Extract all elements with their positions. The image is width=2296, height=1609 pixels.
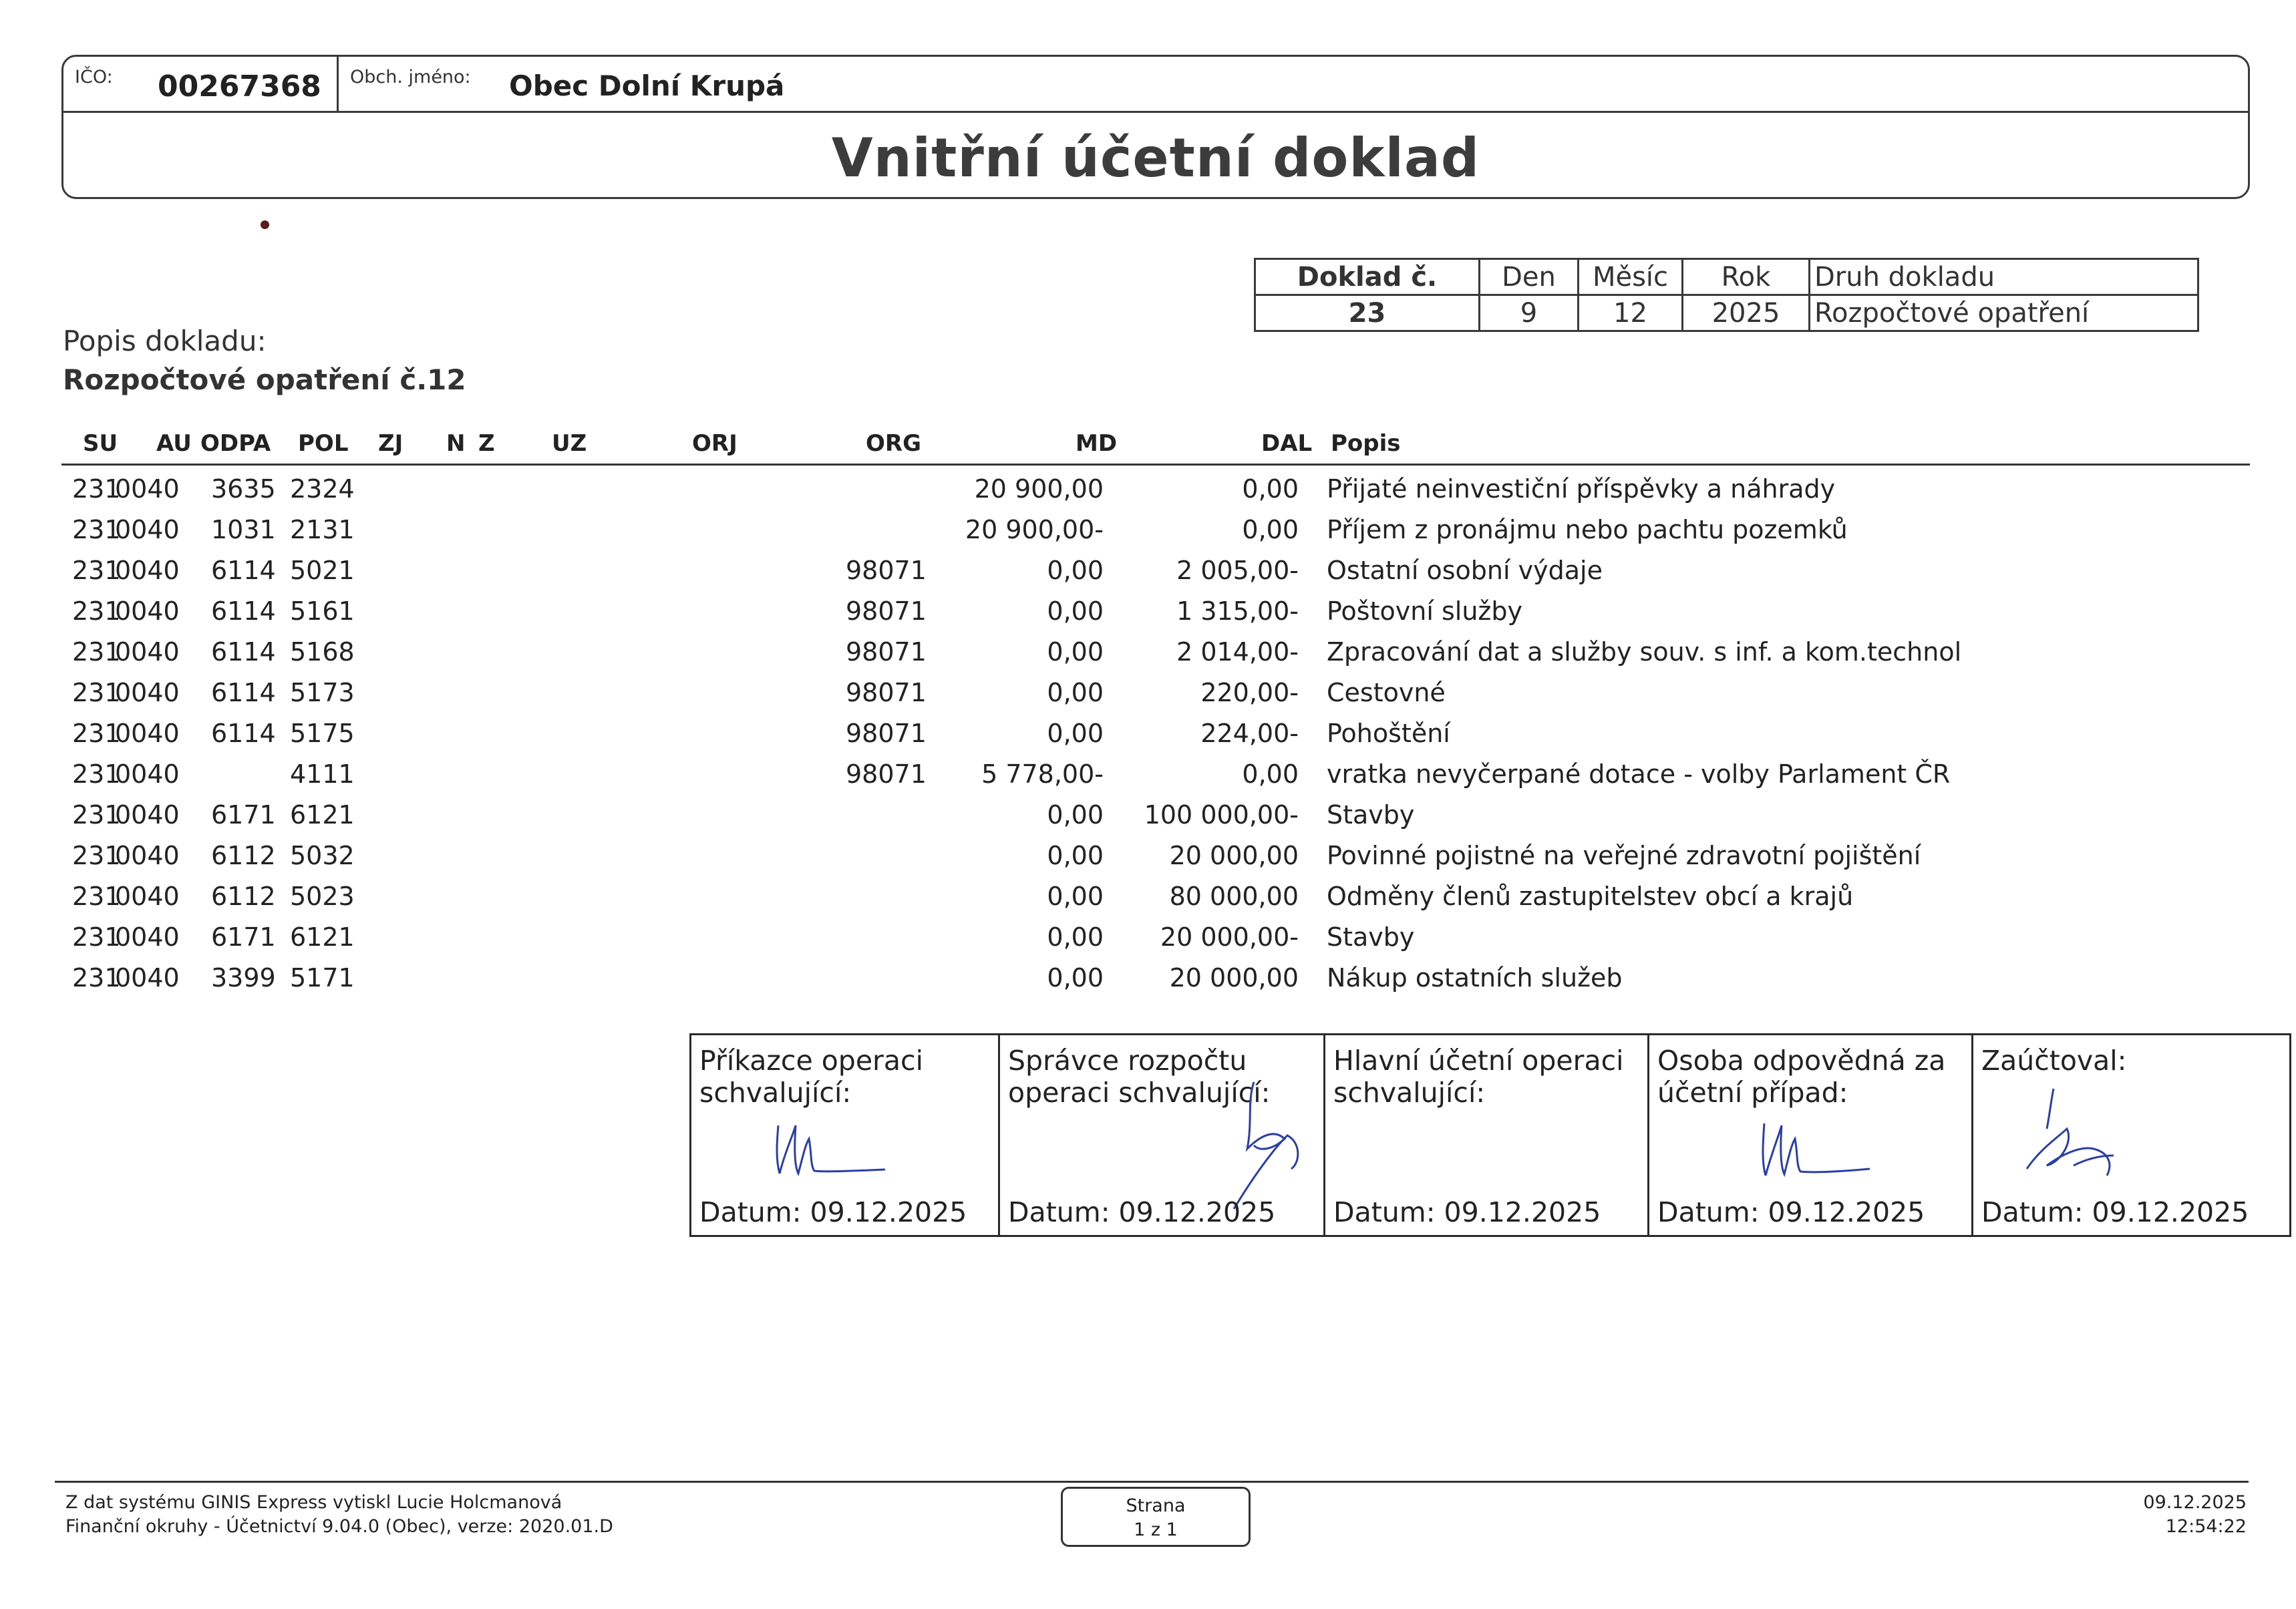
cell-odpa: 6112 (211, 882, 276, 911)
cell-su: 231 (72, 800, 121, 830)
cell-au: 0040 (115, 882, 180, 911)
cell-su: 231 (72, 922, 121, 952)
signature-role: Osoba odpovědná za účetní případ: (1657, 1045, 1946, 1109)
cell-odpa: 6114 (211, 678, 276, 707)
signature-mark (2020, 1082, 2140, 1196)
page-value: 1 z 1 (1134, 1519, 1178, 1540)
cell-pol: 2324 (290, 474, 355, 504)
table-row (0, 590, 2296, 631)
cell-popis: Povinné pojistné na veřejné zdravotní pojištění (1327, 841, 1921, 870)
description-value: Rozpočtové opatření č.12 (63, 363, 466, 396)
cell-dal: 100 000,00- (1144, 800, 1299, 830)
cell-odpa: 3399 (211, 963, 276, 993)
cell-pol: 5171 (290, 963, 355, 993)
signature-table (689, 1033, 2291, 1237)
cell-dal: 0,00 (1242, 759, 1299, 789)
signature-mark (765, 1112, 892, 1179)
cell-md: 0,00 (1047, 922, 1104, 952)
cell-su: 231 (72, 963, 121, 993)
signature-date: Datum: 09.12.2025 (699, 1196, 967, 1228)
cell-au: 0040 (115, 596, 180, 626)
cell-odpa: 6114 (211, 719, 276, 748)
table-row (0, 549, 2296, 590)
cell-md: 0,00 (1047, 637, 1104, 667)
table-row (0, 834, 2296, 875)
cell-popis: Pohoštění (1327, 719, 1450, 748)
col-header-odpa: ODPA (200, 430, 271, 457)
cell-au: 0040 (115, 719, 180, 748)
col-header-orj: ORJ (692, 430, 737, 457)
document-title: Vnitřní účetní doklad (831, 127, 1480, 189)
signature-role: Zaúčtoval: (1981, 1045, 2127, 1077)
cell-popis: Cestovné (1327, 678, 1446, 707)
col-header-popis: Popis (1331, 430, 1401, 457)
signature-cell (691, 1035, 999, 1236)
doc-type-value: Rozpočtové opatření (1810, 295, 2198, 331)
table-row (0, 468, 2296, 508)
cell-dal: 224,00- (1200, 719, 1299, 748)
table-row (0, 631, 2296, 671)
ico-label: IČO: (75, 67, 113, 87)
cell-pol: 5168 (290, 637, 355, 667)
table-row (0, 712, 2296, 753)
cell-pol: 6121 (290, 922, 355, 952)
cell-au: 0040 (115, 474, 180, 504)
cell-pol: 5173 (290, 678, 355, 707)
page-label: Strana (1126, 1495, 1186, 1516)
table-row (0, 671, 2296, 712)
signature-date: Datum: 09.12.2025 (1981, 1196, 2249, 1228)
cell-su: 231 (72, 637, 121, 667)
cell-md: 0,00 (1047, 800, 1104, 830)
month-value: 12 (1579, 295, 1683, 331)
signature-cell (1325, 1035, 1649, 1236)
cell-popis: Odměny členů zastupitelstev obcí a krajů (1327, 882, 1854, 911)
signature-role: Správce rozpočtu operaci schvalující: (1008, 1045, 1271, 1109)
header-separator (337, 55, 339, 111)
cell-md: 5 778,00- (981, 759, 1104, 789)
footer-printed-by: Z dat systému GINIS Express vytiskl Lucie Holcmanová (65, 1492, 562, 1513)
cell-au: 0040 (115, 963, 180, 993)
col-header-zj: ZJ (378, 430, 403, 457)
footer-time: 12:54:22 (2165, 1516, 2247, 1537)
cell-dal: 2 005,00- (1176, 556, 1299, 585)
cell-dal: 20 000,00 (1169, 963, 1299, 993)
col-header-uz: UZ (552, 430, 587, 457)
cell-org: 98071 (846, 556, 927, 585)
cell-su: 231 (72, 515, 121, 544)
cell-au: 0040 (115, 678, 180, 707)
cell-md: 20 900,00- (965, 515, 1104, 544)
cell-popis: Stavby (1327, 800, 1415, 830)
cell-dal: 2 014,00- (1176, 637, 1299, 667)
cell-su: 231 (72, 719, 121, 748)
cell-su: 231 (72, 759, 121, 789)
year-value: 2025 (1683, 295, 1810, 331)
signature-cell (999, 1035, 1325, 1236)
cell-dal: 0,00 (1242, 474, 1299, 504)
cell-su: 231 (72, 596, 121, 626)
ledger-rows (0, 468, 2296, 997)
col-header-md: MD (1076, 430, 1118, 457)
signature-cell (1649, 1035, 1973, 1236)
cell-odpa: 6114 (211, 556, 276, 585)
cell-pol: 5175 (290, 719, 355, 748)
cell-odpa: 3635 (211, 474, 276, 504)
signature-date: Datum: 09.12.2025 (1008, 1196, 1276, 1228)
cell-odpa: 6171 (211, 922, 276, 952)
col-header-au: AU (156, 430, 192, 457)
cell-pol: 2131 (290, 515, 355, 544)
cell-popis: Přijaté neinvestiční příspěvky a náhrady (1327, 474, 1836, 504)
cell-dal: 20 000,00 (1169, 841, 1299, 870)
cell-popis: Nákup ostatních služeb (1327, 963, 1623, 993)
col-header-z: Z (478, 430, 495, 457)
cell-popis: Ostatní osobní výdaje (1327, 556, 1603, 585)
cell-odpa: 6114 (211, 596, 276, 626)
ico-value: 00267368 (158, 69, 321, 104)
cell-org: 98071 (846, 637, 927, 667)
table-row (0, 753, 2296, 793)
cell-au: 0040 (115, 922, 180, 952)
cell-pol: 5021 (290, 556, 355, 585)
cell-dal: 220,00- (1200, 678, 1299, 707)
page-indicator (1061, 1487, 1251, 1547)
cell-odpa: 6171 (211, 800, 276, 830)
cell-dal: 0,00 (1242, 515, 1299, 544)
cell-md: 20 900,00 (974, 474, 1104, 504)
header-divider (61, 111, 2250, 113)
col-header-org: ORG (866, 430, 921, 457)
cell-odpa: 6114 (211, 637, 276, 667)
footer-date: 09.12.2025 (2143, 1492, 2247, 1513)
cell-md: 0,00 (1047, 719, 1104, 748)
cell-org: 98071 (846, 596, 927, 626)
signature-date: Datum: 09.12.2025 (1657, 1196, 1925, 1228)
cell-su: 231 (72, 556, 121, 585)
col-header-n: N (446, 430, 466, 457)
cell-au: 0040 (115, 637, 180, 667)
signature-role: Hlavní účetní operaci schvalující: (1333, 1045, 1624, 1109)
day-value: 9 (1480, 295, 1579, 331)
cell-pol: 6121 (290, 800, 355, 830)
cell-popis: Stavby (1327, 922, 1415, 952)
col-header-su: SU (83, 430, 118, 457)
cell-au: 0040 (115, 515, 180, 544)
signature-cell (1973, 1035, 2291, 1236)
cell-org: 98071 (846, 759, 927, 789)
cell-md: 0,00 (1047, 963, 1104, 993)
cell-dal: 80 000,00 (1169, 882, 1299, 911)
organization-name: Obec Dolní Krupá (509, 69, 785, 102)
signature-date: Datum: 09.12.2025 (1333, 1196, 1601, 1228)
cell-popis: vratka nevyčerpané dotace - volby Parlament ČR (1327, 759, 1951, 789)
cell-org: 98071 (846, 719, 927, 748)
cell-dal: 1 315,00- (1176, 596, 1299, 626)
year-label: Rok (1683, 259, 1810, 295)
cell-popis: Zpracování dat a služby souv. s inf. a kom.technol (1327, 637, 1962, 667)
cell-pol: 5023 (290, 882, 355, 911)
cell-dal: 20 000,00- (1160, 922, 1299, 952)
doc-number-label: Doklad č. (1255, 259, 1480, 295)
cell-su: 231 (72, 841, 121, 870)
ink-dot (261, 220, 269, 229)
cell-odpa: 1031 (211, 515, 276, 544)
cell-su: 231 (72, 882, 121, 911)
cell-su: 231 (72, 678, 121, 707)
col-header-dal: DAL (1261, 430, 1313, 457)
cell-au: 0040 (115, 759, 180, 789)
day-label: Den (1480, 259, 1579, 295)
cell-odpa: 6112 (211, 841, 276, 870)
cell-au: 0040 (115, 841, 180, 870)
table-row (0, 793, 2296, 834)
signature-mark (1227, 1075, 1321, 1216)
cell-pol: 4111 (290, 759, 355, 789)
cell-md: 0,00 (1047, 678, 1104, 707)
cell-au: 0040 (115, 556, 180, 585)
name-label: Obch. jméno: (350, 67, 471, 87)
cell-popis: Poštovní služby (1327, 596, 1522, 626)
cell-popis: Příjem z pronájmu nebo pachtu pozemků (1327, 515, 1848, 544)
table-row (0, 916, 2296, 956)
table-row (0, 875, 2296, 916)
doc-type-label: Druh dokladu (1810, 259, 2198, 295)
document-info-table (1254, 258, 2199, 332)
col-header-pol: POL (298, 430, 349, 457)
table-row (0, 956, 2296, 997)
cell-md: 0,00 (1047, 882, 1104, 911)
cell-md: 0,00 (1047, 596, 1104, 626)
doc-number-value: 23 (1255, 295, 1480, 331)
footer-rule (55, 1481, 2249, 1483)
cell-pol: 5032 (290, 841, 355, 870)
cell-md: 0,00 (1047, 841, 1104, 870)
cell-au: 0040 (115, 800, 180, 830)
cell-su: 231 (72, 474, 121, 504)
signature-role: Příkazce operaci schvalující: (699, 1045, 923, 1109)
cell-org: 98071 (846, 678, 927, 707)
cell-md: 0,00 (1047, 556, 1104, 585)
description-label: Popis dokladu: (63, 325, 267, 357)
table-header-rule (61, 464, 2250, 466)
cell-pol: 5161 (290, 596, 355, 626)
footer-software: Finanční okruhy - Účetnictví 9.04.0 (Obec), verze: 2020.01.D (65, 1516, 613, 1537)
signature-mark (1750, 1109, 1876, 1182)
month-label: Měsíc (1579, 259, 1683, 295)
table-row (0, 508, 2296, 549)
